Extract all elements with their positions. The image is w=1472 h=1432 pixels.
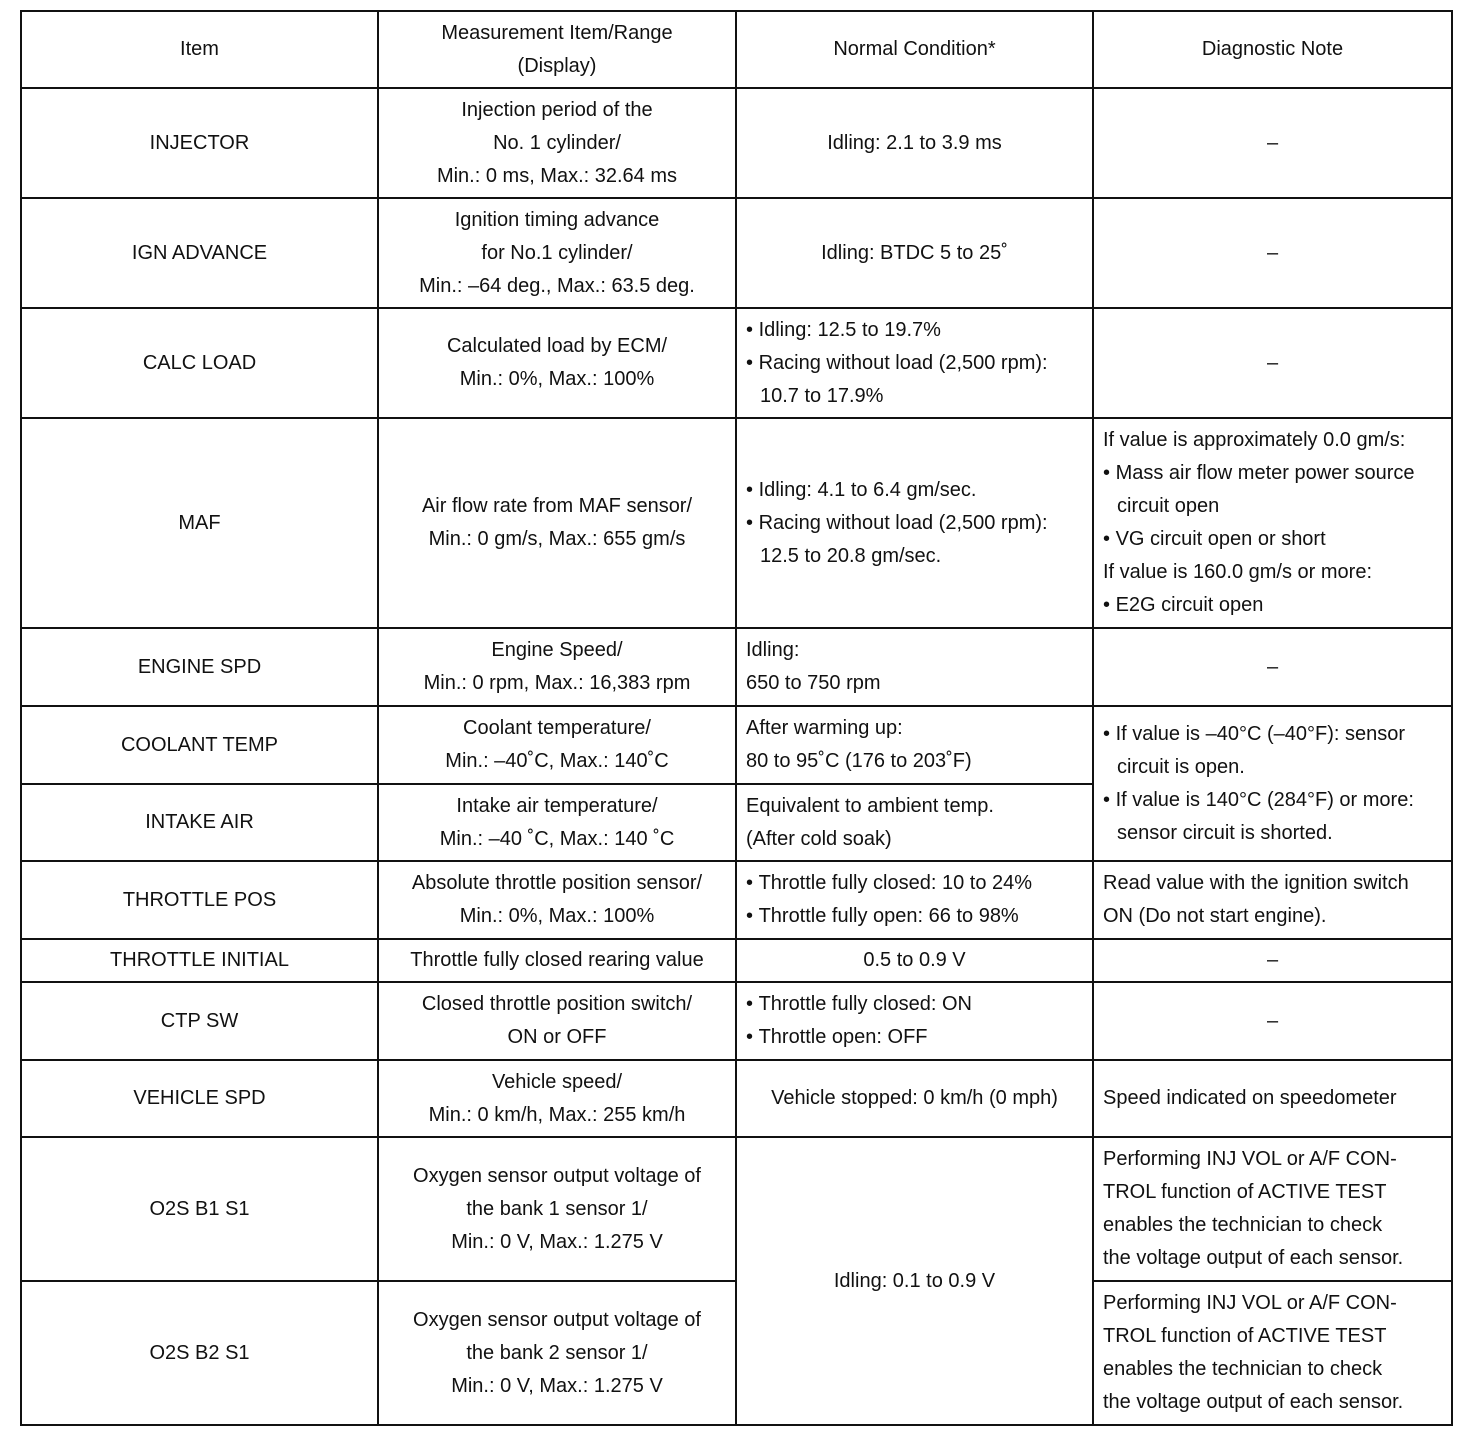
item-cell: INTAKE AIR: [21, 784, 378, 861]
item-cell: COOLANT TEMP: [21, 706, 378, 784]
table-row: [21, 706, 1452, 784]
normal-bullet: • Idling: 4.1 to 6.4 gm/sec.: [746, 474, 1083, 507]
table-row: [21, 88, 1452, 198]
normal-cell: [736, 982, 1093, 1060]
measurement-line: Min.: 0 gm/s, Max.: 655 gm/s: [428, 528, 686, 550]
measurement-line: Oxygen sensor output voltage of: [413, 1308, 701, 1331]
normal-bullet: • Throttle open: OFF: [746, 1021, 1083, 1054]
measurement-line: Min.: –40 ˚C, Max.: 140 ˚C: [439, 827, 675, 850]
note-cell: [1093, 1281, 1452, 1425]
note-cell: –: [1093, 939, 1452, 982]
measurement-line: Min.: 0 rpm, Max.: 16,383 rpm: [423, 672, 691, 694]
note-line: enables the technician to check: [1103, 1214, 1383, 1236]
item-cell: ENGINE SPD: [21, 628, 378, 706]
normal-line: After warming up:: [746, 717, 903, 739]
measurement-line: Min.: 0 V, Max.: 1.275 V: [451, 1230, 663, 1253]
header-measurement: [378, 11, 736, 88]
note-line: TROL function of ACTIVE TEST: [1103, 1181, 1387, 1203]
note-bullet: • VG circuit open or short: [1103, 523, 1442, 556]
measurement-cell: [378, 88, 736, 198]
table-row: [21, 308, 1452, 418]
note-line: enables the technician to check: [1103, 1358, 1383, 1380]
note-line: Performing INJ VOL or A/F CON-: [1103, 1292, 1397, 1314]
measurement-cell: Throttle fully closed rearing value: [378, 939, 736, 982]
note-bullet: • E2G circuit open: [1103, 589, 1442, 622]
measurement-line: Absolute throttle position sensor/: [411, 872, 703, 894]
measurement-line: Coolant temperature/: [463, 717, 651, 739]
measurement-cell: [378, 784, 736, 861]
table-row: [21, 982, 1452, 1060]
measurement-line: the bank 2 sensor 1/: [466, 1341, 648, 1364]
item-cell: CTP SW: [21, 982, 378, 1060]
normal-line: Idling:: [746, 639, 800, 661]
note-line: If value is 160.0 gm/s or more:: [1103, 561, 1373, 583]
note-cell: –: [1093, 198, 1452, 308]
measurement-line: No. 1 cylinder/: [493, 131, 621, 154]
header-normal-condition: Normal Condition*: [736, 11, 1093, 88]
item-cell: O2S B2 S1: [21, 1281, 378, 1425]
measurement-cell: [378, 1137, 736, 1281]
measurement-line: Injection period of the: [461, 98, 653, 121]
item-cell: O2S B1 S1: [21, 1137, 378, 1281]
measurement-line: Air flow rate from MAF sensor/: [421, 495, 693, 517]
note-line: the voltage output of each sensor.: [1103, 1391, 1404, 1413]
measurement-cell: [378, 628, 736, 706]
measurement-line: Oxygen sensor output voltage of: [413, 1164, 701, 1187]
measurement-line: Closed throttle position switch/: [421, 993, 693, 1015]
note-cell: [1093, 418, 1452, 628]
normal-bullet: • Racing without load (2,500 rpm): 12.5 to 20.8 gm/sec.: [746, 507, 1083, 573]
measurement-line: ON or OFF: [507, 1026, 607, 1048]
table-row: [21, 1137, 1452, 1281]
note-bullet: • If value is 140°C (284°F) or more: sensor circuit is shorted.: [1103, 784, 1442, 850]
measurement-line: Min.: –40˚C, Max.: 140˚C: [445, 750, 669, 772]
measurement-line: Ignition timing advance: [454, 208, 660, 231]
normal-cell-oxygen-sensors: Idling: 0.1 to 0.9 V: [736, 1137, 1093, 1425]
measurement-line: Intake air temperature/: [456, 794, 658, 817]
measurement-cell: [378, 982, 736, 1060]
note-line: Performing INJ VOL or A/F CON-: [1103, 1148, 1397, 1170]
measurement-line: Min.: 0%, Max.: 100%: [459, 368, 655, 390]
note-bullet: • If value is –40°C (–40°F): sensor circuit is open.: [1103, 718, 1442, 784]
measurement-cell: [378, 1060, 736, 1137]
note-cell: –: [1093, 982, 1452, 1060]
normal-cell: Vehicle stopped: 0 km/h (0 mph): [736, 1060, 1093, 1137]
measurement-line: Min.: –64 deg., Max.: 63.5 deg.: [419, 274, 695, 297]
note-line: TROL function of ACTIVE TEST: [1103, 1325, 1387, 1347]
item-cell: IGN ADVANCE: [21, 198, 378, 308]
note-line: the voltage output of each sensor.: [1103, 1247, 1404, 1269]
table-row: [21, 628, 1452, 706]
item-cell: THROTTLE INITIAL: [21, 939, 378, 982]
normal-cell: [736, 308, 1093, 418]
normal-cell: [736, 418, 1093, 628]
note-cell: [1093, 1137, 1452, 1281]
measurement-cell: [378, 706, 736, 784]
normal-cell: 0.5 to 0.9 V: [736, 939, 1093, 982]
normal-cell: [736, 198, 1093, 308]
header-measurement-line-1: Measurement Item/Range: [441, 21, 673, 44]
normal-cell: [736, 628, 1093, 706]
normal-cell: [736, 861, 1093, 939]
normal-cell: [736, 88, 1093, 198]
normal-line: 80 to 95˚C (176 to 203˚F): [746, 750, 972, 772]
data-list-table: [20, 10, 1453, 1426]
item-cell: MAF: [21, 418, 378, 628]
table-row: [21, 939, 1452, 982]
normal-cell: [736, 784, 1093, 861]
normal-bullet: • Idling: 12.5 to 19.7%: [746, 314, 1083, 347]
item-cell: THROTTLE POS: [21, 861, 378, 939]
note-cell: Speed indicated on speedometer: [1093, 1060, 1452, 1137]
normal-cell: [736, 706, 1093, 784]
normal-line: Idling: BTDC 5 to 25˚: [821, 241, 1008, 264]
table-row: [21, 418, 1452, 628]
note-cell: –: [1093, 308, 1452, 418]
measurement-cell: [378, 418, 736, 628]
item-cell: INJECTOR: [21, 88, 378, 198]
normal-line: Equivalent to ambient temp.: [746, 794, 994, 817]
measurement-line: the bank 1 sensor 1/: [466, 1197, 648, 1220]
note-cell: –: [1093, 88, 1452, 198]
measurement-cell: [378, 1281, 736, 1425]
normal-line: Idling: 2.1 to 3.9 ms: [827, 131, 1002, 154]
note-cell: –: [1093, 628, 1452, 706]
measurement-line: Calculated load by ECM/: [446, 335, 668, 357]
measurement-cell: [378, 308, 736, 418]
note-cell-temperature: [1093, 706, 1452, 861]
normal-bullet: • Throttle fully closed: ON: [746, 988, 1083, 1021]
header-diagnostic-note: Diagnostic Note: [1093, 11, 1452, 88]
normal-line: 650 to 750 rpm: [746, 672, 881, 694]
item-cell: CALC LOAD: [21, 308, 378, 418]
header-row: [21, 11, 1452, 88]
header-item: Item: [21, 11, 378, 88]
note-line: If value is approximately 0.0 gm/s:: [1103, 429, 1406, 451]
header-measurement-line-2: (Display): [517, 54, 597, 77]
normal-bullet: • Racing without load (2,500 rpm): 10.7 to 17.9%: [746, 347, 1083, 413]
measurement-line: Min.: 0 V, Max.: 1.275 V: [451, 1374, 663, 1397]
measurement-line: Engine Speed/: [491, 639, 623, 661]
table-row: [21, 861, 1452, 939]
table-row: [21, 1060, 1452, 1137]
measurement-line: for No.1 cylinder/: [481, 241, 633, 264]
item-cell: VEHICLE SPD: [21, 1060, 378, 1137]
normal-bullet: • Throttle fully closed: 10 to 24%: [746, 867, 1083, 900]
measurement-line: Min.: 0%, Max.: 100%: [459, 905, 655, 927]
table-row: [21, 198, 1452, 308]
measurement-line: Min.: 0 ms, Max.: 32.64 ms: [436, 164, 678, 187]
note-cell: Read value with the ignition switch ON (Do not start engine).: [1093, 861, 1452, 939]
measurement-line: Vehicle speed/: [491, 1070, 623, 1093]
measurement-cell: [378, 198, 736, 308]
normal-line: (After cold soak): [746, 827, 892, 850]
measurement-cell: [378, 861, 736, 939]
note-bullet: • Mass air flow meter power source circuit open: [1103, 457, 1442, 523]
normal-bullet: • Throttle fully open: 66 to 98%: [746, 900, 1083, 933]
measurement-line: Min.: 0 km/h, Max.: 255 km/h: [428, 1103, 686, 1126]
